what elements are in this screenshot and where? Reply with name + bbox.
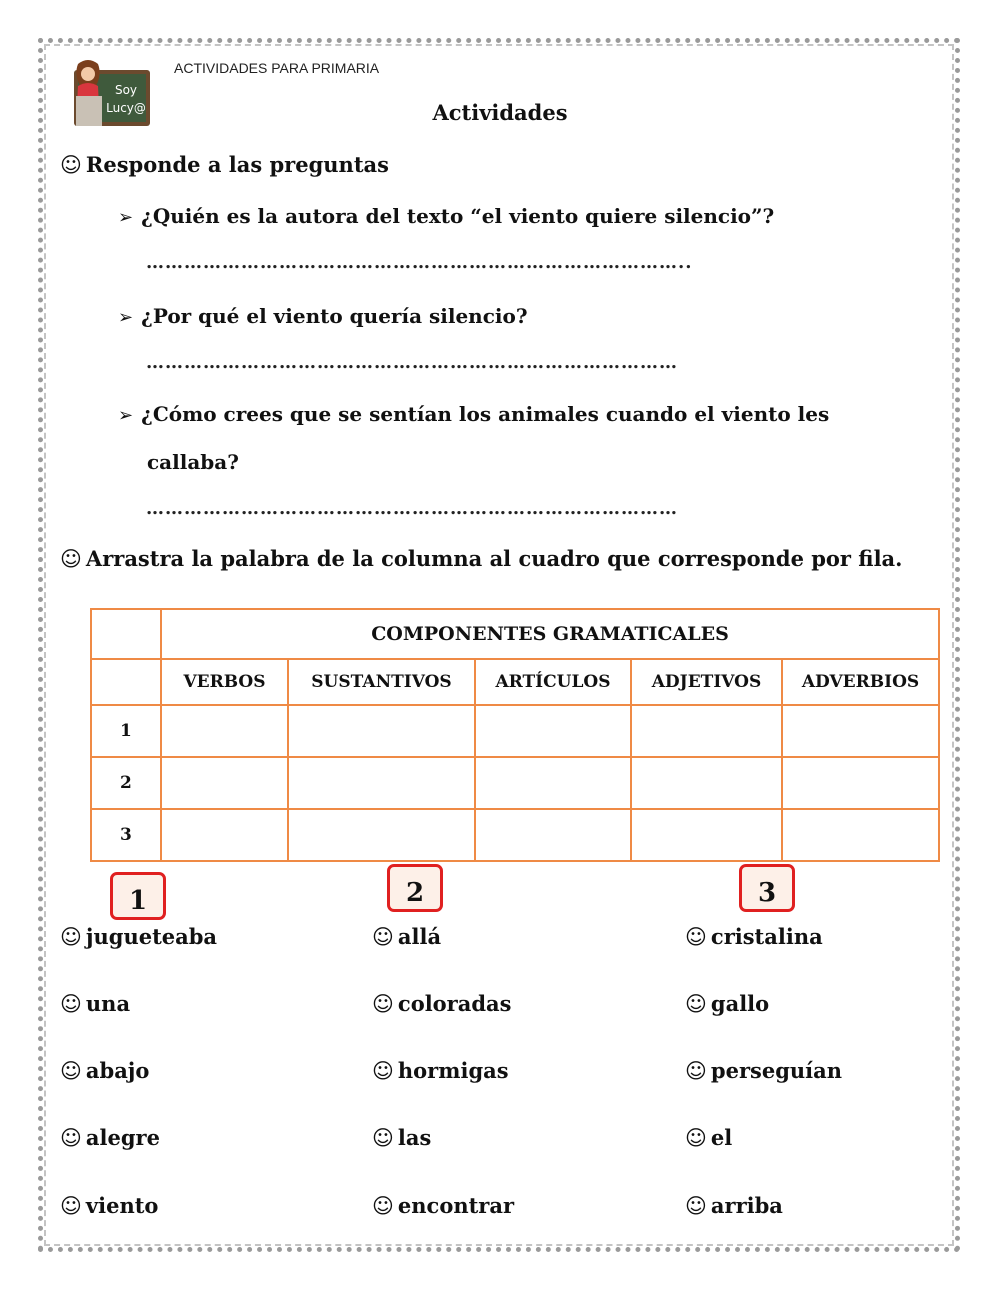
smiley-icon: ☺ xyxy=(372,1126,394,1150)
drop-cell[interactable] xyxy=(631,757,782,809)
smiley-icon: ☺ xyxy=(685,925,707,949)
drop-cell[interactable] xyxy=(782,809,939,861)
table-corner-2 xyxy=(91,659,161,705)
draggable-word[interactable]: ☺ allá xyxy=(372,924,442,949)
answer-field-2[interactable]: ………………………………………………………………………… xyxy=(146,352,678,373)
table-corner xyxy=(91,609,161,659)
draggable-word[interactable]: ☺ cristalina xyxy=(685,924,823,949)
drop-cell[interactable] xyxy=(782,757,939,809)
drop-cell[interactable] xyxy=(288,809,475,861)
grammar-table xyxy=(90,608,940,862)
arrow-icon: ➢ xyxy=(118,307,134,328)
draggable-word[interactable]: ☺ perseguían xyxy=(685,1058,843,1083)
drop-cell[interactable] xyxy=(161,757,288,809)
drop-cell[interactable] xyxy=(288,705,475,757)
drop-cell[interactable] xyxy=(631,705,782,757)
section-heading-questions: ☺ Responde a las preguntas xyxy=(60,152,389,177)
drop-cell[interactable] xyxy=(161,705,288,757)
smiley-icon: ☺ xyxy=(372,992,394,1016)
row-number: 3 xyxy=(91,809,161,861)
svg-text:Lucy@: Lucy@ xyxy=(106,101,146,115)
row-number: 2 xyxy=(91,757,161,809)
svg-text:Soy: Soy xyxy=(114,83,138,97)
column-header-articulos: ARTÍCULOS xyxy=(475,659,631,705)
draggable-word[interactable]: ☺ abajo xyxy=(60,1058,150,1083)
column-badge-2: 2 xyxy=(387,864,443,912)
draggable-word[interactable]: ☺ arriba xyxy=(685,1193,783,1218)
draggable-word[interactable]: ☺ las xyxy=(372,1125,432,1150)
smiley-icon: ☺ xyxy=(60,925,82,949)
draggable-word[interactable]: ☺ hormigas xyxy=(372,1058,509,1083)
drop-cell[interactable] xyxy=(782,705,939,757)
drop-cell[interactable] xyxy=(288,757,475,809)
smiley-icon: ☺ xyxy=(372,1194,394,1218)
section-heading-drag: ☺ Arrastra la palabra de la columna al cuadro que corresponde por fila. xyxy=(60,546,903,571)
smiley-icon: ☺ xyxy=(60,1126,82,1150)
column-header-adverbios: ADVERBIOS xyxy=(782,659,939,705)
arrow-icon: ➢ xyxy=(118,405,134,426)
smiley-icon: ☺ xyxy=(372,1059,394,1083)
smiley-icon: ☺ xyxy=(372,925,394,949)
draggable-word[interactable]: ☺ encontrar xyxy=(372,1193,515,1218)
draggable-word[interactable]: ☺ alegre xyxy=(60,1125,160,1150)
draggable-word[interactable]: ☺ gallo xyxy=(685,991,770,1016)
arrow-icon: ➢ xyxy=(118,207,134,228)
smiley-icon: ☺ xyxy=(60,1059,82,1083)
column-header-sustantivos: SUSTANTIVOS xyxy=(288,659,475,705)
row-number: 1 xyxy=(91,705,161,757)
smiley-icon: ☺ xyxy=(60,1194,82,1218)
draggable-word[interactable]: ☺ una xyxy=(60,991,131,1016)
page-title: Actividades xyxy=(432,100,568,125)
answer-field-1[interactable]: ………………………………………………………………………….. xyxy=(146,252,693,273)
column-header-adjetivos: ADJETIVOS xyxy=(631,659,782,705)
question-2: ➢ ¿Por qué el viento quería silencio? xyxy=(118,304,528,328)
draggable-word[interactable]: ☺ jugueteaba xyxy=(60,924,218,949)
column-badge-3: 3 xyxy=(739,864,795,912)
question-3: ➢ ¿Cómo crees que se sentían los animales cuando el viento les xyxy=(118,402,830,426)
smiley-icon: ☺ xyxy=(60,992,82,1016)
table-title: COMPONENTES GRAMATICALES xyxy=(161,609,939,659)
question-1: ➢ ¿Quién es la autora del texto “el viento quiere silencio”? xyxy=(118,204,775,228)
smiley-icon: ☺ xyxy=(60,547,82,571)
drop-cell[interactable] xyxy=(161,809,288,861)
drop-cell[interactable] xyxy=(631,809,782,861)
draggable-word[interactable]: ☺ viento xyxy=(60,1193,159,1218)
drop-cell[interactable] xyxy=(475,705,631,757)
column-badge-1: 1 xyxy=(110,872,166,920)
answer-field-3[interactable]: ………………………………………………………………………… xyxy=(146,498,678,519)
smiley-icon: ☺ xyxy=(685,1194,707,1218)
column-header-verbos: VERBOS xyxy=(161,659,288,705)
smiley-icon: ☺ xyxy=(685,1059,707,1083)
draggable-word[interactable]: ☺ coloradas xyxy=(372,991,512,1016)
smiley-icon: ☺ xyxy=(685,992,707,1016)
header-label: ACTIVIDADES PARA PRIMARIA xyxy=(174,60,380,76)
drop-cell[interactable] xyxy=(475,757,631,809)
smiley-icon: ☺ xyxy=(685,1126,707,1150)
smiley-icon: ☺ xyxy=(60,153,82,177)
draggable-word[interactable]: ☺ el xyxy=(685,1125,733,1150)
question-3-continuation: callaba? xyxy=(147,450,239,474)
drop-cell[interactable] xyxy=(475,809,631,861)
